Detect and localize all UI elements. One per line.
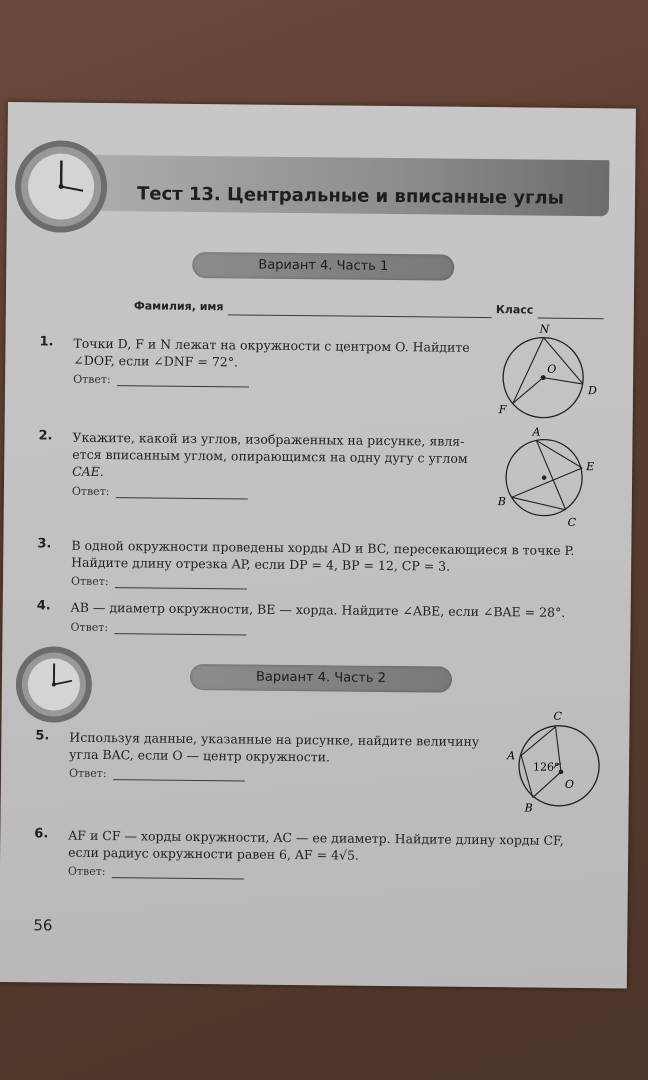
fig5-angle-label: 126° [532,760,560,774]
question-4-answer-label: Ответ: [70,620,109,635]
question-1-line-2: ∠DOF, если ∠DNF = 72°. [73,352,239,370]
page-number: 56 [33,916,53,935]
question-2-number: 2. [38,428,53,444]
figure-q1-circle [491,317,602,428]
class-label: Класс [495,303,534,317]
question-2-answer-field[interactable] [116,497,248,499]
fig5-label-o: O [564,777,574,791]
question-6-line-2: если радиус окружности равен 6, AF = 4√5. [68,844,360,863]
question-5-answer-label: Ответ: [68,766,107,781]
name-label: Фамилия, имя [133,299,224,314]
question-3-answer-field[interactable] [115,587,247,589]
question-6-line-1: AF и CF — хорды окружности, AC — ее диаметр. Найдите длину хорды CF, [68,827,564,848]
question-4-number: 4. [36,598,51,614]
question-4-line-1: AB — диаметр окружности, BE — хорда. Найдите ∠ABE, если ∠BAE = 28°. [70,599,566,620]
fig1-label-o: O [547,362,557,376]
question-5-answer-field[interactable] [113,779,245,781]
fig5-label-c: C [553,709,563,723]
fig1-label-d: D [587,384,597,398]
question-4-answer-field[interactable] [114,633,246,635]
question-5-line-1: Используя данные, указанные на рисунке, найдите величину [69,729,480,749]
clock-icon-small [13,644,94,725]
figure-q2-circle [491,425,602,536]
question-2-line-2: ется вписанным углом, опирающимся на одну дугу с углом [72,446,468,466]
question-6-number: 6. [34,826,49,842]
question-3-line-2: Найдите длину отрезка AP, если DP = 4, BP = 12, CP = 3. [71,554,451,574]
fig5-label-b: B [524,801,533,815]
question-2-line-1: Укажите, какой из углов, изображенных на рисунке, явля- [72,429,465,449]
variant-part2-label: Вариант 4. Часть 2 [190,664,452,693]
worksheet-page [0,102,636,989]
fig1-label-f: F [498,403,507,417]
question-2-line-3: CAE. [72,463,104,480]
question-6-answer-field[interactable] [112,877,244,879]
figure-q5-circle [499,705,610,818]
fig2-label-b: B [497,495,507,509]
question-5-line-2: угла BAC, если O — центр окружности. [69,746,331,765]
question-6-answer-label: Ответ: [67,864,106,879]
variant-part1-label: Вариант 4. Часть 1 [192,252,454,281]
question-1-number: 1. [39,334,54,350]
question-3-line-1: В одной окружности проведены хорды AD и BC, пересекающиеся в точке P. [71,537,575,558]
page-title: Тест 13. Центральные и вписанные углы [136,183,565,209]
question-2-answer-label: Ответ: [71,484,110,499]
fig2-label-a: A [532,425,541,439]
fig2-label-e: E [586,460,595,474]
question-5-number: 5. [35,728,50,744]
clock-icon [13,138,110,235]
fig1-label-n: N [539,322,550,336]
fig2-label-c: C [567,515,577,529]
question-1-answer-label: Ответ: [73,372,111,387]
question-3-number: 3. [37,536,52,552]
question-3-answer-label: Ответ: [70,574,109,589]
question-1-line-1: Точки D, F и N лежат на окружности с центром O. Найдите [73,335,470,355]
fig5-label-a: A [507,749,516,763]
question-1-answer-field[interactable] [117,385,249,387]
name-field[interactable] [228,314,492,318]
